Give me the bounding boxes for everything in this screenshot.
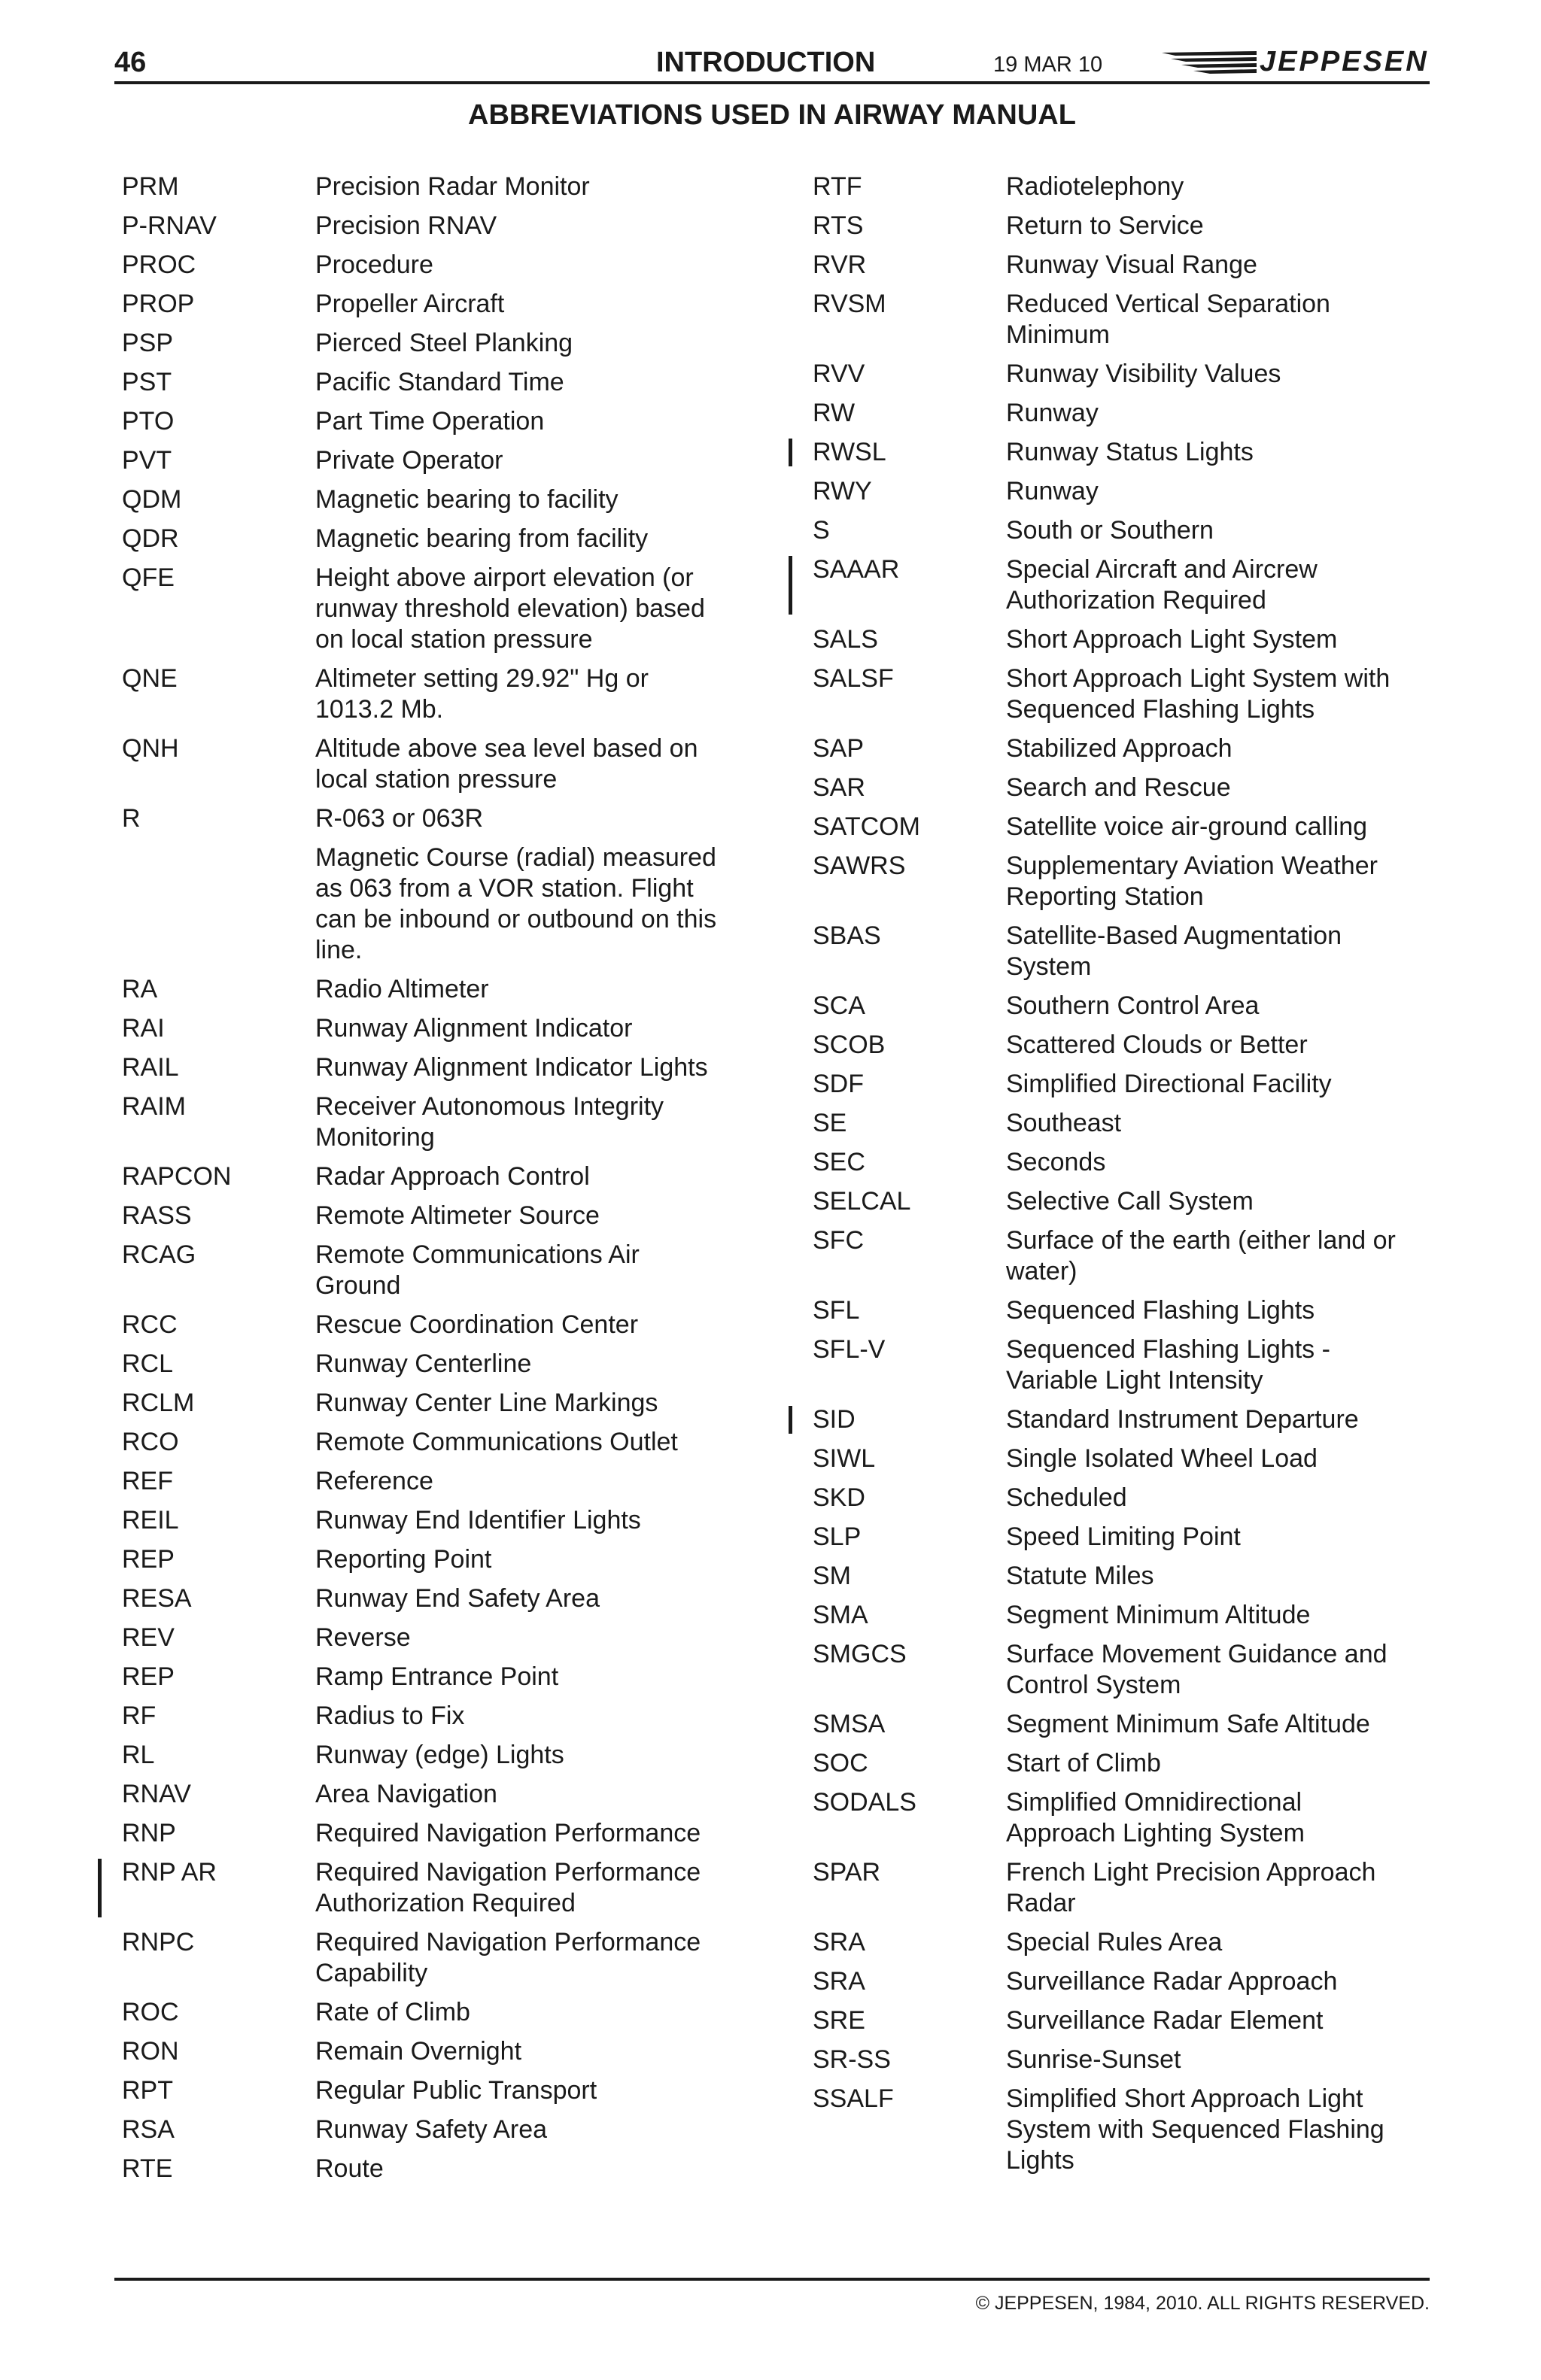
abbreviation-term: SAR: [813, 773, 865, 802]
abbreviation-definition: R-063 or 063R: [315, 804, 484, 833]
abbreviation-term: SID: [813, 1405, 856, 1434]
abbreviation-term: SRE: [813, 2006, 865, 2035]
abbreviation-entry: [122, 524, 724, 554]
abbreviation-entry: [122, 250, 724, 281]
abbreviation-term: SBAS: [813, 921, 881, 950]
abbreviation-term: [122, 842, 315, 966]
abbreviation-term: RVSM: [813, 290, 886, 318]
abbreviation-entry: [813, 1600, 1415, 1631]
abbreviation-entry: [813, 1522, 1415, 1553]
abbreviation-entry: [813, 733, 1415, 764]
abbreviation-term: SRA: [813, 1967, 865, 1996]
abbreviation-entry: [122, 803, 724, 834]
abbreviation-term: RAIM: [122, 1092, 186, 1121]
abbreviation-definition: Runway Safety Area: [315, 2115, 548, 2144]
abbreviation-term: RF: [122, 1702, 157, 1730]
abbreviation-definition: Surveillance Radar Element: [1006, 2006, 1324, 2035]
abbreviation-entry: [813, 2084, 1415, 2176]
abbreviation-entry: [122, 1740, 724, 1771]
abbreviation-definition: Supplementary Aviation Weather Reporting Station: [1006, 852, 1378, 911]
abbreviation-term: RCL: [122, 1349, 174, 1378]
abbreviation-definition: Segment Minimum Safe Altitude: [1006, 1710, 1370, 1738]
abbreviation-entry: [122, 1161, 724, 1192]
abbreviation-entry: [122, 445, 724, 476]
abbreviation-term: SM: [813, 1562, 851, 1590]
abbreviation-entry: [813, 172, 1415, 202]
abbreviation-definition: Standard Instrument Departure: [1006, 1405, 1359, 1434]
abbreviation-definition: Scattered Clouds or Better: [1006, 1031, 1308, 1059]
abbreviation-entry: [813, 289, 1415, 351]
abbreviation-entry: [813, 1443, 1415, 1474]
abbreviation-definition: Single Isolated Wheel Load: [1006, 1444, 1318, 1473]
abbreviation-term: RAIL: [122, 1053, 179, 1082]
abbreviation-term: RSA: [122, 2115, 175, 2144]
abbreviation-entry: [122, 563, 724, 655]
abbreviation-definition: Remote Communications Outlet: [315, 1428, 678, 1456]
abbreviation-term: SE: [813, 1109, 847, 1137]
abbreviation-term: RTS: [813, 211, 864, 240]
abbreviation-term: SFC: [813, 1226, 864, 1255]
abbreviation-definition: Regular Public Transport: [315, 2076, 597, 2105]
abbreviation-definition: Magnetic bearing to facility: [315, 485, 619, 514]
abbreviation-entry: [813, 1030, 1415, 1061]
abbreviation-term: RTE: [122, 2154, 173, 2183]
abbreviation-definition: Magnetic bearing from facility: [315, 524, 649, 553]
abbreviation-entry: [813, 851, 1415, 912]
abbreviation-entry: [813, 1561, 1415, 1592]
abbreviation-definition: Runway (edge) Lights: [315, 1741, 564, 1769]
abbreviation-definition: Required Navigation Performance Authorization Required: [315, 1858, 701, 1917]
abbreviation-entry: [813, 554, 1415, 616]
abbreviation-term: RL: [122, 1741, 155, 1769]
abbreviation-definition: Southern Control Area: [1006, 991, 1260, 1020]
abbreviation-entry: [813, 1404, 1415, 1435]
abbreviation-term: SLP: [813, 1522, 862, 1551]
abbreviation-entry: [813, 1225, 1415, 1287]
abbreviation-definition: Required Navigation Performance Capability: [315, 1928, 701, 1987]
abbreviation-term: REF: [122, 1467, 173, 1495]
abbreviation-entry: [122, 1052, 724, 1083]
abbreviation-term: R: [122, 804, 141, 833]
abbreviation-term: SRA: [813, 1928, 865, 1957]
revision-change-bar: [98, 1859, 102, 1917]
abbreviation-term: RCC: [122, 1310, 178, 1339]
abbreviation-entry: [122, 2075, 724, 2106]
abbreviation-entry: [122, 1349, 724, 1380]
abbreviation-definition: Private Operator: [315, 446, 503, 475]
abbreviation-entry: [122, 1701, 724, 1732]
abbreviation-entry: [122, 2114, 724, 2145]
abbreviation-entry: [813, 1295, 1415, 1326]
abbreviation-term: SR-SS: [813, 2045, 891, 2074]
abbreviation-term: PRM: [122, 172, 179, 201]
abbreviation-definition: Required Navigation Performance: [315, 1819, 701, 1847]
abbreviation-term: QDR: [122, 524, 179, 553]
abbreviation-entry: [122, 974, 724, 1005]
abbreviation-entry: [122, 172, 724, 202]
abbreviation-entry: [813, 1966, 1415, 1997]
abbreviation-entry: [813, 476, 1415, 507]
abbreviation-term: SEC: [813, 1148, 865, 1176]
abbreviation-entry: [813, 1334, 1415, 1396]
abbreviation-term: RNAV: [122, 1780, 191, 1808]
abbreviation-term: RWSL: [813, 438, 886, 466]
abbreviation-entry: [813, 773, 1415, 803]
abbreviation-term: SODALS: [813, 1788, 916, 1817]
abbreviation-term: SSALF: [813, 2084, 894, 2113]
abbreviation-entry: [122, 1779, 724, 1810]
abbreviation-definition: Runway Alignment Indicator Lights: [315, 1053, 708, 1082]
abbreviation-definition: Reference: [315, 1467, 433, 1495]
abbreviation-term: RVR: [813, 250, 867, 279]
abbreviation-definition: Southeast: [1006, 1109, 1122, 1137]
abbreviation-entry: [813, 211, 1415, 241]
abbreviation-term: PST: [122, 368, 172, 396]
abbreviation-entry: [122, 1818, 724, 1849]
abbreviation-definition: Route: [315, 2154, 384, 2183]
abbreviation-definition: Sequenced Flashing Lights - Variable Light Intensity: [1006, 1335, 1330, 1395]
logo-wordmark: JEPPESEN: [1260, 46, 1429, 77]
abbreviation-definition: Rate of Climb: [315, 1998, 470, 2026]
abbreviation-definition: Selective Call System: [1006, 1187, 1254, 1216]
abbreviation-definition: Part Time Operation: [315, 407, 545, 436]
abbreviation-entry: [122, 1466, 724, 1497]
abbreviation-definition: Statute Miles: [1006, 1562, 1154, 1590]
abbreviation-definition: Precision Radar Monitor: [315, 172, 590, 201]
abbreviation-entry: [122, 328, 724, 359]
abbreviation-term: SFL-V: [813, 1335, 886, 1364]
abbreviation-definition: Surveillance Radar Approach: [1006, 1967, 1338, 1996]
abbreviation-term: SIWL: [813, 1444, 876, 1473]
abbreviation-definition: Simplified Omnidirectional Approach Lighting System: [1006, 1788, 1305, 1847]
abbreviation-entry: [122, 289, 724, 320]
abbreviation-term: RCO: [122, 1428, 179, 1456]
abbreviation-term: SDF: [813, 1070, 864, 1098]
abbreviation-definition: Remote Altimeter Source: [315, 1201, 600, 1230]
abbreviation-entry: [122, 733, 724, 795]
abbreviation-definition: Rescue Coordination Center: [315, 1310, 639, 1339]
abbreviations-left-column: [122, 172, 724, 2193]
abbreviation-term: RPT: [122, 2076, 173, 2105]
revision-change-bar: [789, 439, 792, 466]
page-number: 46: [114, 47, 147, 78]
abbreviation-entry: [122, 1091, 724, 1153]
abbreviation-entry: [122, 663, 724, 725]
abbreviation-definition: Runway End Safety Area: [315, 1584, 600, 1613]
jeppesen-logo: [1160, 45, 1431, 78]
abbreviation-definition: Special Rules Area: [1006, 1928, 1223, 1957]
abbreviation-definition: Short Approach Light System with Sequenced Flashing Lights: [1006, 664, 1391, 724]
abbreviation-entry: [122, 367, 724, 398]
abbreviation-definition: Search and Rescue: [1006, 773, 1231, 802]
abbreviation-term: RVV: [813, 360, 865, 388]
abbreviation-term: P-RNAV: [122, 211, 217, 240]
abbreviation-definition: Pacific Standard Time: [315, 368, 564, 396]
abbreviation-definition: Runway Alignment Indicator: [315, 1014, 633, 1043]
abbreviation-definition: Special Aircraft and Aircrew Authorization Required: [1006, 555, 1318, 615]
abbreviation-term: RTF: [813, 172, 862, 201]
abbreviation-entry: [122, 1505, 724, 1536]
abbreviation-definition: Radio Altimeter: [315, 975, 489, 1003]
abbreviation-definition: Runway Centerline: [315, 1349, 532, 1378]
abbreviation-entry: [813, 1108, 1415, 1139]
abbreviation-term: QDM: [122, 485, 182, 514]
abbreviation-definition: Start of Climb: [1006, 1749, 1161, 1777]
copyright-notice: © JEPPESEN, 1984, 2010. ALL RIGHTS RESERVED.: [975, 2293, 1430, 2314]
page-title: ABBREVIATIONS USED IN AIRWAY MANUAL: [468, 99, 1076, 131]
abbreviation-entry: [813, 1927, 1415, 1958]
revision-date: 19 MAR 10: [993, 53, 1103, 77]
abbreviation-entry: [122, 1310, 724, 1340]
abbreviation-term: RAPCON: [122, 1162, 232, 1191]
abbreviation-term: SCA: [813, 991, 865, 1020]
abbreviation-definition: Receiver Autonomous Integrity Monitoring: [315, 1092, 664, 1152]
abbreviation-definition: Reverse: [315, 1623, 411, 1652]
abbreviation-definition: Pierced Steel Planking: [315, 329, 573, 357]
abbreviation-definition: Sequenced Flashing Lights: [1006, 1296, 1315, 1325]
abbreviation-term: RESA: [122, 1584, 192, 1613]
abbreviation-definition: Runway Visibility Values: [1006, 360, 1281, 388]
abbreviation-term: RWY: [813, 477, 872, 505]
abbreviation-definition: Surface Movement Guidance and Control System: [1006, 1640, 1388, 1699]
abbreviation-entry: [122, 211, 724, 241]
abbreviation-term: PTO: [122, 407, 175, 436]
abbreviation-term: SELCAL: [813, 1187, 911, 1216]
abbreviation-definition: Runway: [1006, 477, 1099, 505]
abbreviation-entry: [813, 991, 1415, 1022]
abbreviation-entry: [813, 515, 1415, 546]
abbreviation-term: SFL: [813, 1296, 860, 1325]
abbreviation-definition: Sunrise-Sunset: [1006, 2045, 1181, 2074]
abbreviation-term: PVT: [122, 446, 172, 475]
abbreviation-definition: Runway Status Lights: [1006, 438, 1254, 466]
abbreviation-definition: French Light Precision Approach Radar: [1006, 1858, 1376, 1917]
abbreviation-definition: Ramp Entrance Point: [315, 1662, 559, 1691]
abbreviation-entry: [122, 1583, 724, 1614]
abbreviation-entry: [813, 1787, 1415, 1849]
abbreviation-entry: [813, 1639, 1415, 1701]
abbreviations-right-column: [813, 172, 1415, 2184]
page-header: [114, 44, 1430, 84]
logo-swoosh-icon: [1160, 48, 1258, 75]
abbreviation-definition: Propeller Aircraft: [315, 290, 505, 318]
abbreviation-entry: [813, 2045, 1415, 2075]
abbreviation-definition: Reporting Point: [315, 1545, 492, 1574]
abbreviation-term: PROC: [122, 250, 196, 279]
abbreviation-definition: Segment Minimum Altitude: [1006, 1601, 1311, 1629]
abbreviation-term: SATCOM: [813, 812, 920, 841]
abbreviation-definition: Simplified Short Approach Light System with Sequenced Flashing Lights: [1006, 2084, 1384, 2175]
abbreviation-term: SPAR: [813, 1858, 881, 1887]
abbreviation-entry: [122, 1427, 724, 1458]
abbreviation-definition: Return to Service: [1006, 211, 1204, 240]
abbreviation-term: RCAG: [122, 1240, 196, 1269]
abbreviation-entry: [813, 1748, 1415, 1779]
abbreviation-entry: [122, 1662, 724, 1692]
abbreviation-definition: Height above airport elevation (or runway threshold elevation) based on local station pressure: [315, 563, 705, 654]
abbreviation-term: PROP: [122, 290, 195, 318]
header-divider: [114, 81, 1430, 84]
abbreviation-term: SKD: [813, 1483, 865, 1512]
abbreviation-definition: Runway Visual Range: [1006, 250, 1257, 279]
abbreviation-definition: Radius to Fix: [315, 1702, 465, 1730]
abbreviation-entry: [813, 1069, 1415, 1100]
abbreviation-entry: [122, 1927, 724, 1989]
abbreviation-definition: Area Navigation: [315, 1780, 497, 1808]
abbreviation-entry: [122, 2036, 724, 2067]
abbreviation-term: QNE: [122, 664, 178, 693]
abbreviation-definition: Satellite voice air-ground calling: [1006, 812, 1368, 841]
abbreviation-entry: [813, 250, 1415, 281]
abbreviation-definition: Stabilized Approach: [1006, 734, 1232, 763]
abbreviation-definition: Seconds: [1006, 1148, 1106, 1176]
abbreviation-definition: Short Approach Light System: [1006, 625, 1338, 654]
abbreviation-term: SCOB: [813, 1031, 886, 1059]
abbreviation-term: SALSF: [813, 664, 894, 693]
abbreviation-term: SOC: [813, 1749, 868, 1777]
abbreviation-term: SAP: [813, 734, 865, 763]
abbreviation-term: SMSA: [813, 1710, 886, 1738]
abbreviation-definition: Runway: [1006, 399, 1099, 427]
abbreviation-entry: [813, 1147, 1415, 1178]
abbreviation-term: SAAAR: [813, 555, 900, 584]
abbreviation-term: QFE: [122, 563, 175, 592]
footer-divider: [114, 2278, 1430, 2281]
abbreviation-term: REP: [122, 1662, 175, 1691]
abbreviation-definition: Surface of the earth (either land or water): [1006, 1226, 1396, 1286]
abbreviation-term: PSP: [122, 329, 174, 357]
abbreviation-term: REP: [122, 1545, 175, 1574]
abbreviation-entry: [813, 1186, 1415, 1217]
abbreviation-definition: Speed Limiting Point: [1006, 1522, 1241, 1551]
abbreviation-term: S: [813, 516, 830, 545]
abbreviation-term: RCLM: [122, 1389, 195, 1417]
abbreviation-definition: Altitude above sea level based on local station pressure: [315, 734, 698, 794]
abbreviation-definition: Reduced Vertical Separation Minimum: [1006, 290, 1330, 349]
abbreviation-term: QNH: [122, 734, 179, 763]
abbreviation-term: SAWRS: [813, 852, 906, 880]
abbreviation-term: REIL: [122, 1506, 179, 1535]
abbreviation-definition: Radiotelephony: [1006, 172, 1184, 201]
abbreviation-definition: Remote Communications Air Ground: [315, 1240, 640, 1300]
abbreviation-entry: [122, 484, 724, 515]
abbreviation-entry: [122, 1857, 724, 1919]
abbreviation-entry: [813, 359, 1415, 390]
abbreviation-definition: Simplified Directional Facility: [1006, 1070, 1332, 1098]
abbreviation-term: SMGCS: [813, 1640, 907, 1668]
abbreviation-definition: Remain Overnight: [315, 2037, 522, 2066]
abbreviation-entry: [122, 1544, 724, 1575]
abbreviation-term: SALS: [813, 625, 878, 654]
abbreviation-definition: Magnetic Course (radial) measured as 063 from a VOR station. Flight can be inbound or outbound on this line.: [315, 843, 717, 964]
abbreviation-definition: Procedure: [315, 250, 433, 279]
abbreviation-entry: [813, 398, 1415, 429]
abbreviation-entry: [813, 921, 1415, 982]
revision-change-bar: [789, 1406, 792, 1434]
abbreviation-entry: [122, 1997, 724, 2028]
abbreviation-entry: [122, 842, 724, 966]
abbreviation-entry: [122, 2154, 724, 2184]
abbreviation-entry: [813, 1483, 1415, 1513]
abbreviation-definition: Scheduled: [1006, 1483, 1127, 1512]
abbreviation-term: SMA: [813, 1601, 868, 1629]
abbreviation-definition: Altimeter setting 29.92" Hg or 1013.2 Mb.: [315, 664, 649, 724]
abbreviation-entry: [813, 624, 1415, 655]
abbreviation-entry: [122, 406, 724, 437]
abbreviation-definition: Precision RNAV: [315, 211, 497, 240]
abbreviation-term: ROC: [122, 1998, 179, 2026]
abbreviation-entry: [813, 663, 1415, 725]
abbreviation-term: RAI: [122, 1014, 165, 1043]
abbreviation-entry: [813, 1857, 1415, 1919]
abbreviation-entry: [122, 1013, 724, 1044]
abbreviation-term: REV: [122, 1623, 175, 1652]
abbreviation-entry: [122, 1623, 724, 1653]
abbreviation-entry: [813, 812, 1415, 842]
section-title: INTRODUCTION: [656, 47, 876, 78]
abbreviation-entry: [122, 1240, 724, 1301]
abbreviation-term: RNP AR: [122, 1858, 217, 1887]
abbreviation-term: RNP: [122, 1819, 176, 1847]
abbreviation-term: RA: [122, 975, 158, 1003]
abbreviation-term: RNPC: [122, 1928, 195, 1957]
abbreviation-definition: Radar Approach Control: [315, 1162, 590, 1191]
abbreviation-definition: Satellite-Based Augmentation System: [1006, 921, 1342, 981]
abbreviation-definition: Runway End Identifier Lights: [315, 1506, 641, 1535]
abbreviation-definition: Runway Center Line Markings: [315, 1389, 658, 1417]
abbreviation-entry: [813, 2005, 1415, 2036]
abbreviation-definition: South or Southern: [1006, 516, 1214, 545]
revision-change-bar: [789, 556, 792, 615]
abbreviation-entry: [122, 1388, 724, 1419]
abbreviation-entry: [813, 1709, 1415, 1740]
abbreviation-term: RON: [122, 2037, 179, 2066]
abbreviation-term: RW: [813, 399, 856, 427]
abbreviation-entry: [122, 1201, 724, 1231]
abbreviation-term: RASS: [122, 1201, 192, 1230]
abbreviation-entry: [813, 437, 1415, 468]
